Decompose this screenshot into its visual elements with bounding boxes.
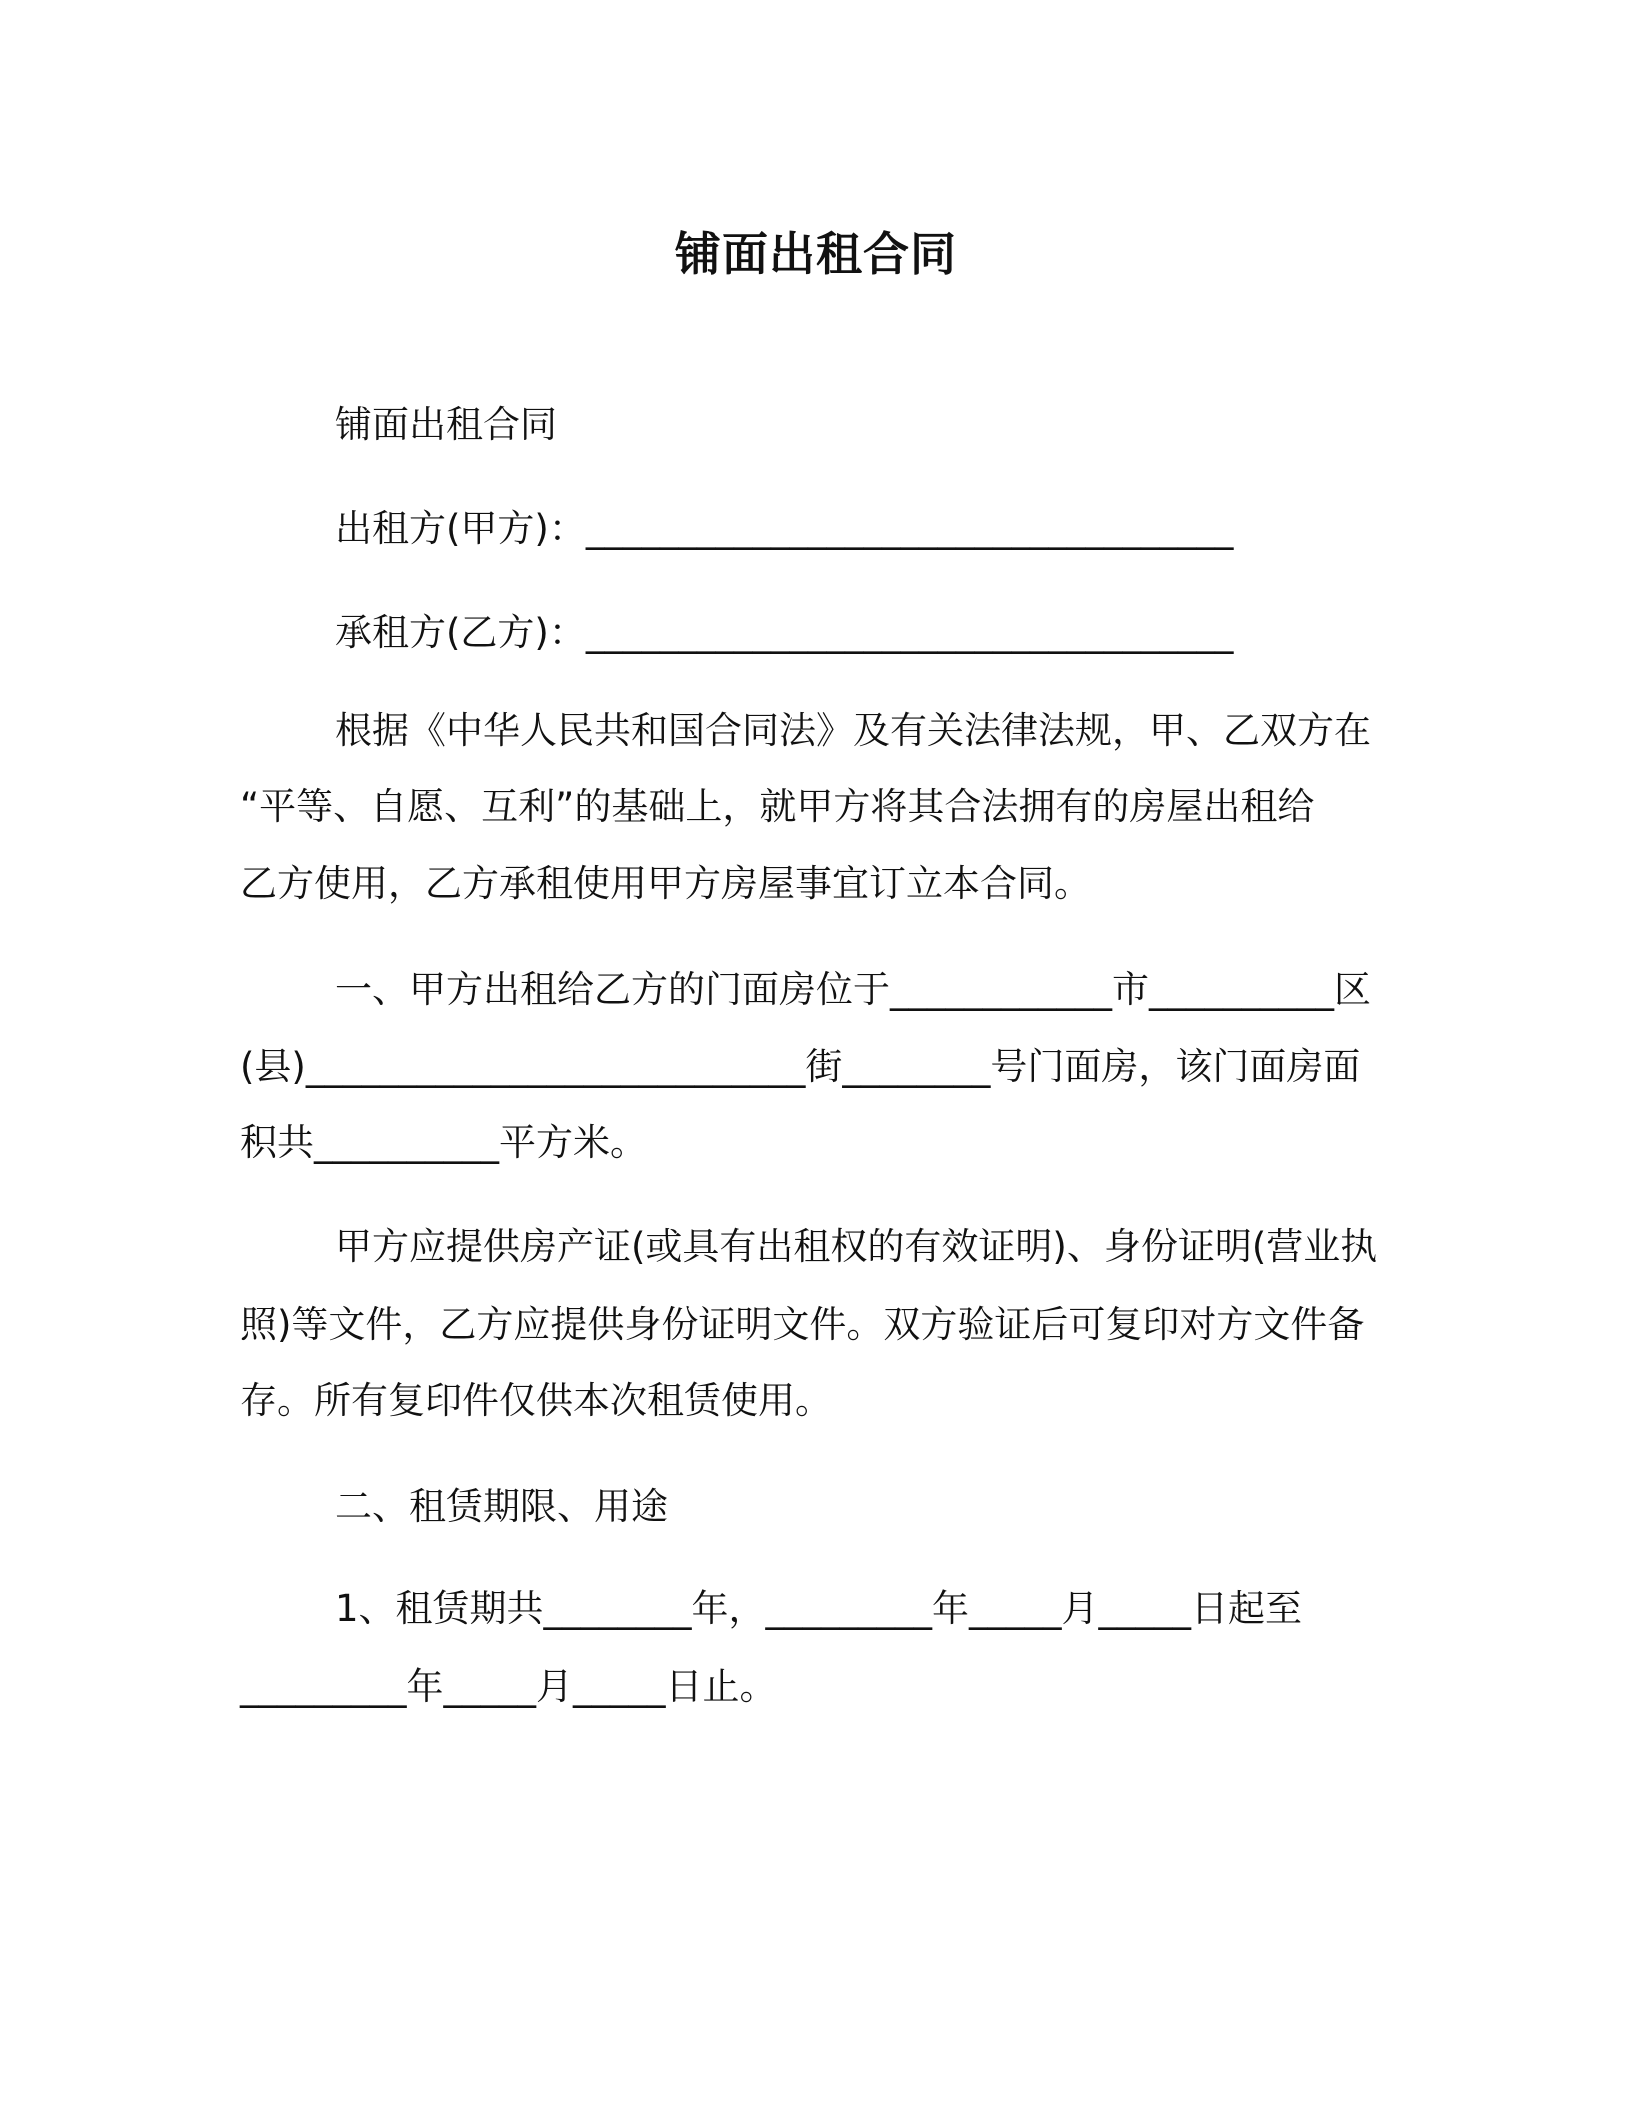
lessee-field: 承租方(乙方)：___________________________________ (335, 611, 1234, 654)
documents-clause-line-1: 甲方应提供房产证(或具有出租权的有效证明)、身份证明(营业执 (335, 1225, 1378, 1268)
subtitle: 铺面出租合同 (335, 403, 557, 446)
documents-clause-line-2: 照)等文件，乙方应提供身份证明文件。双方验证后可复印对方文件备 (240, 1303, 1365, 1346)
term-clause-line-2: _________年_____月_____日止。 (240, 1665, 777, 1708)
document-title: 铺面出租合同 (675, 227, 957, 281)
clause-1-line-2: (县)___________________________街________号门面房，该门面房面 (240, 1045, 1361, 1088)
lessor-field: 出租方(甲方)：___________________________________ (335, 507, 1234, 550)
preamble-line-1: 根据《中华人民共和国合同法》及有关法律法规，甲、乙双方在 (335, 709, 1371, 752)
term-clause-line-1: 1、租赁期共________年，_________年_____月_____日起至 (335, 1587, 1303, 1630)
documents-clause-line-3: 存。所有复印件仅供本次租赁使用。 (240, 1379, 832, 1422)
clause-1-line-1: 一、甲方出租给乙方的门面房位于____________市__________区 (335, 968, 1371, 1011)
preamble-line-3: 乙方使用，乙方承租使用甲方房屋事宜订立本合同。 (240, 862, 1091, 905)
clause-1-line-3: 积共__________平方米。 (240, 1121, 647, 1164)
section-2-heading: 二、租赁期限、用途 (335, 1485, 668, 1528)
preamble-line-2: “平等、自愿、互利”的基础上，就甲方将其合法拥有的房屋出租给 (240, 785, 1315, 828)
